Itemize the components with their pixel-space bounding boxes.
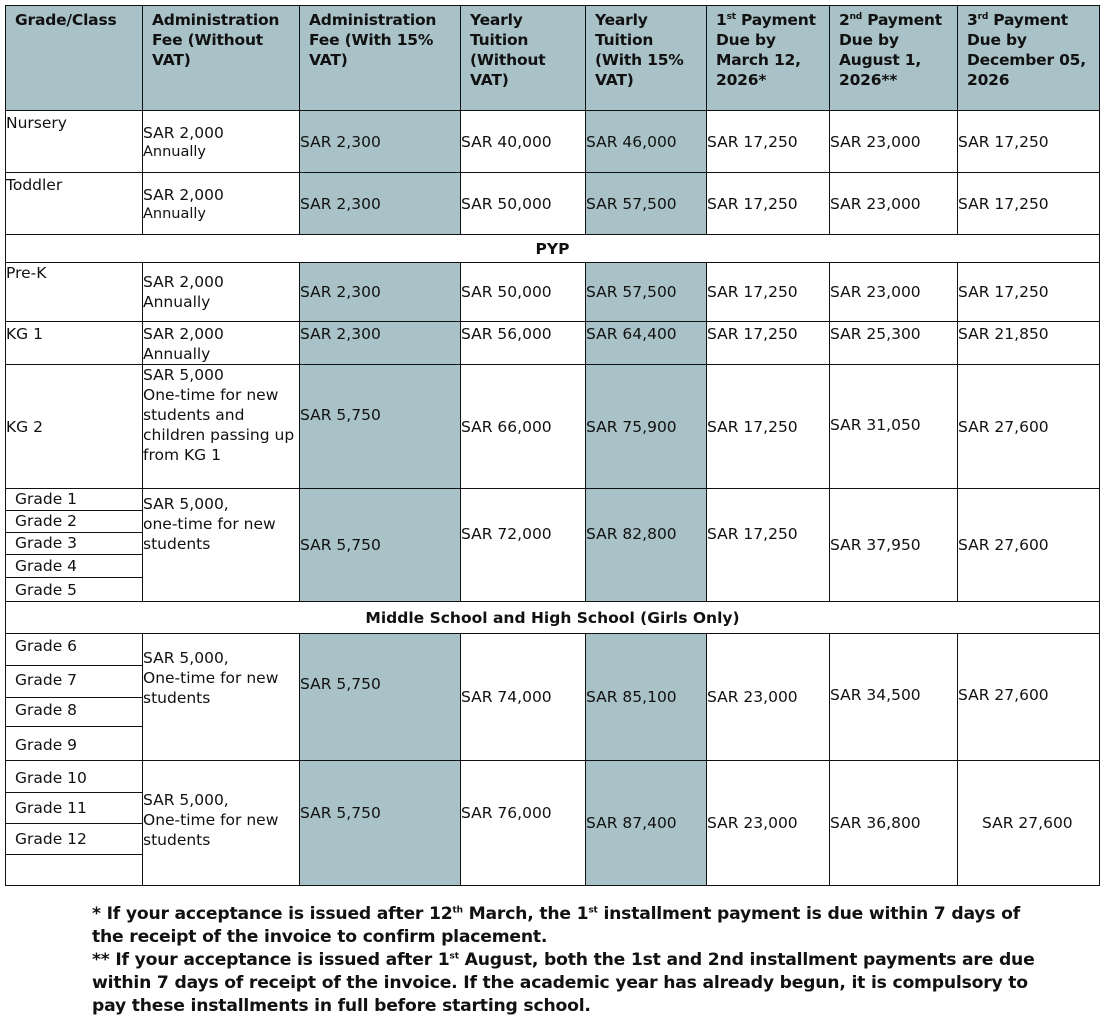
admin-fee-vat-cell: SAR 2,300 [300, 263, 461, 322]
table-row-grades-10-12 [6, 761, 1100, 886]
table-row-grades-6-9 [6, 634, 1100, 761]
tuition-vat-cell: SAR 82,800 [586, 489, 707, 602]
footnote-1: * If your acceptance is issued after 12th March, the 1st installment payment is due within 7 days of the receipt of the invoice to confirm placement. [92, 904, 1021, 947]
tuition-vat-cell: SAR 57,500 [586, 173, 707, 235]
header-grade-class: Grade/Class [6, 6, 143, 111]
tuition-cell: SAR 50,000 [461, 263, 586, 322]
admin-fee-vat-cell: SAR 5,750 [300, 489, 461, 602]
payment-1-cell: SAR 17,250 [707, 263, 830, 322]
admin-fee-cell: SAR 2,000 Annually [143, 111, 300, 173]
tuition-cell: SAR 72,000 [461, 489, 586, 602]
payment-1-cell: SAR 17,250 [707, 489, 830, 602]
admin-fee-cell: SAR 2,000 Annually [143, 173, 300, 235]
fees-table [5, 5, 1100, 886]
section-heading-pyp: PYP [6, 235, 1100, 263]
grade-list-cell [6, 489, 143, 602]
grade-cell: Nursery [6, 111, 143, 173]
header-payment-2: 2nd Payment Due by August 1, 2026** [830, 6, 958, 111]
table-row-nursery [6, 111, 1100, 173]
table-row-kg2 [6, 365, 1100, 489]
grade-list [6, 489, 142, 601]
grade-item: Grade 3 [6, 533, 142, 555]
grade-item: Grade 11 [6, 793, 142, 824]
grade-list-cell [6, 761, 143, 886]
table-row-grades-1-5 [6, 489, 1100, 602]
payment-1-cell: SAR 17,250 [707, 322, 830, 365]
grade-item: Grade 2 [6, 511, 142, 533]
tuition-cell: SAR 40,000 [461, 111, 586, 173]
admin-fee-cell: SAR 5,000, one-time for new students [143, 489, 300, 602]
tuition-cell: SAR 50,000 [461, 173, 586, 235]
grade-list [6, 761, 142, 885]
table-row-kg1 [6, 322, 1100, 365]
grade-cell: Toddler [6, 173, 143, 235]
payment-3-cell: SAR 21,850 [958, 322, 1100, 365]
tuition-vat-cell: SAR 85,100 [586, 634, 707, 761]
table-row-prek [6, 263, 1100, 322]
payment-2-cell: SAR 23,000 [830, 173, 958, 235]
grade-item-empty [6, 855, 142, 885]
admin-fee-cell: SAR 2,000 Annually [143, 263, 300, 322]
grade-item: Grade 5 [15, 581, 78, 599]
tuition-vat-cell: SAR 75,900 [586, 365, 707, 489]
payment-3-cell: SAR 17,250 [958, 173, 1100, 235]
header-tuition-no-vat: Yearly Tuition (Without VAT) [461, 6, 586, 111]
payment-2-cell: SAR 23,000 [830, 263, 958, 322]
tuition-cell: SAR 66,000 [461, 365, 586, 489]
payment-3-cell: SAR 27,600 [958, 365, 1100, 489]
section-row-ms-hs [6, 602, 1100, 634]
admin-fee-vat-cell: SAR 2,300 [300, 173, 461, 235]
payment-1-cell: SAR 17,250 [707, 365, 830, 489]
table-row-toddler [6, 173, 1100, 235]
header-payment-1: 1st Payment Due by March 12, 2026* [707, 6, 830, 111]
payment-2-cell: SAR 23,000 [830, 111, 958, 173]
grade-list-cell [6, 634, 143, 761]
grade-item: Grade 4 [6, 555, 142, 578]
payment-2-cell: SAR 37,950 [830, 489, 958, 602]
grade-item: Grade 10 [6, 761, 142, 793]
admin-fee-cell: SAR 5,000, One-time for new students [143, 761, 300, 886]
payment-2-cell: SAR 31,050 [830, 365, 958, 489]
grade-cell: Pre-K [6, 263, 143, 322]
section-heading-ms-hs: Middle School and High School (Girls Only) [6, 602, 1100, 634]
payment-2-cell: SAR 36,800 [830, 761, 958, 886]
payment-1-cell: SAR 23,000 [707, 761, 830, 886]
grade-cell: KG 1 [6, 322, 143, 365]
grade-item: Grade 1 [6, 489, 142, 511]
admin-fee-vat-cell: SAR 5,750 [300, 365, 461, 489]
header-row [6, 6, 1100, 111]
grade-item: Grade 6 [6, 634, 142, 666]
section-row-pyp [6, 235, 1100, 263]
payment-2-cell: SAR 34,500 [830, 634, 958, 761]
payment-1-cell: SAR 17,250 [707, 111, 830, 173]
grade-item: Grade 12 [6, 824, 142, 855]
payment-1-cell: SAR 17,250 [707, 173, 830, 235]
admin-fee-vat-cell: SAR 2,300 [300, 322, 461, 365]
grade-item: Grade 9 [15, 736, 78, 754]
payment-3-cell: SAR 27,600 [958, 489, 1100, 602]
footnotes [92, 903, 1052, 1018]
footnote-2: ** If your acceptance is issued after 1st August, both the 1st and 2nd installment payments are due within 7 days of receipt of the invoice. If the academic year has already begun, it is compulsory to pay these installments in full before starting school. [92, 950, 1035, 1016]
admin-fee-vat-cell: SAR 5,750 [300, 634, 461, 761]
payment-3-cell: SAR 17,250 [958, 111, 1100, 173]
tuition-vat-cell: SAR 87,400 [586, 761, 707, 886]
payment-3-cell: SAR 27,600 [958, 634, 1100, 761]
grade-cell: KG 2 [6, 365, 143, 489]
header-tuition-vat: Yearly Tuition (With 15% VAT) [586, 6, 707, 111]
payment-1-cell: SAR 23,000 [707, 634, 830, 761]
header-admin-fee-no-vat: Administration Fee (Without VAT) [143, 6, 300, 111]
grade-item: Grade 8 [6, 698, 142, 727]
header-payment-3: 3rd Payment Due by December 05, 2026 [958, 6, 1100, 111]
tuition-cell: SAR 76,000 [461, 761, 586, 886]
grade-list [6, 634, 142, 760]
header-admin-fee-vat: Administration Fee (With 15% VAT) [300, 6, 461, 111]
payment-2-cell: SAR 25,300 [830, 322, 958, 365]
admin-fee-vat-cell: SAR 5,750 [300, 761, 461, 886]
admin-fee-cell: SAR 5,000, One-time for new students [143, 634, 300, 761]
tuition-vat-cell: SAR 57,500 [586, 263, 707, 322]
payment-3-cell: SAR 27,600 [958, 761, 1100, 886]
tuition-vat-cell: SAR 46,000 [586, 111, 707, 173]
tuition-cell: SAR 56,000 [461, 322, 586, 365]
grade-item: Grade 7 [6, 666, 142, 698]
admin-fee-vat-cell: SAR 2,300 [300, 111, 461, 173]
payment-3-cell: SAR 17,250 [958, 263, 1100, 322]
tuition-vat-cell: SAR 64,400 [586, 322, 707, 365]
tuition-cell: SAR 74,000 [461, 634, 586, 761]
admin-fee-cell: SAR 5,000 One-time for new students and children passing up from KG 1 [143, 365, 300, 489]
admin-fee-cell: SAR 2,000 Annually [143, 322, 300, 365]
